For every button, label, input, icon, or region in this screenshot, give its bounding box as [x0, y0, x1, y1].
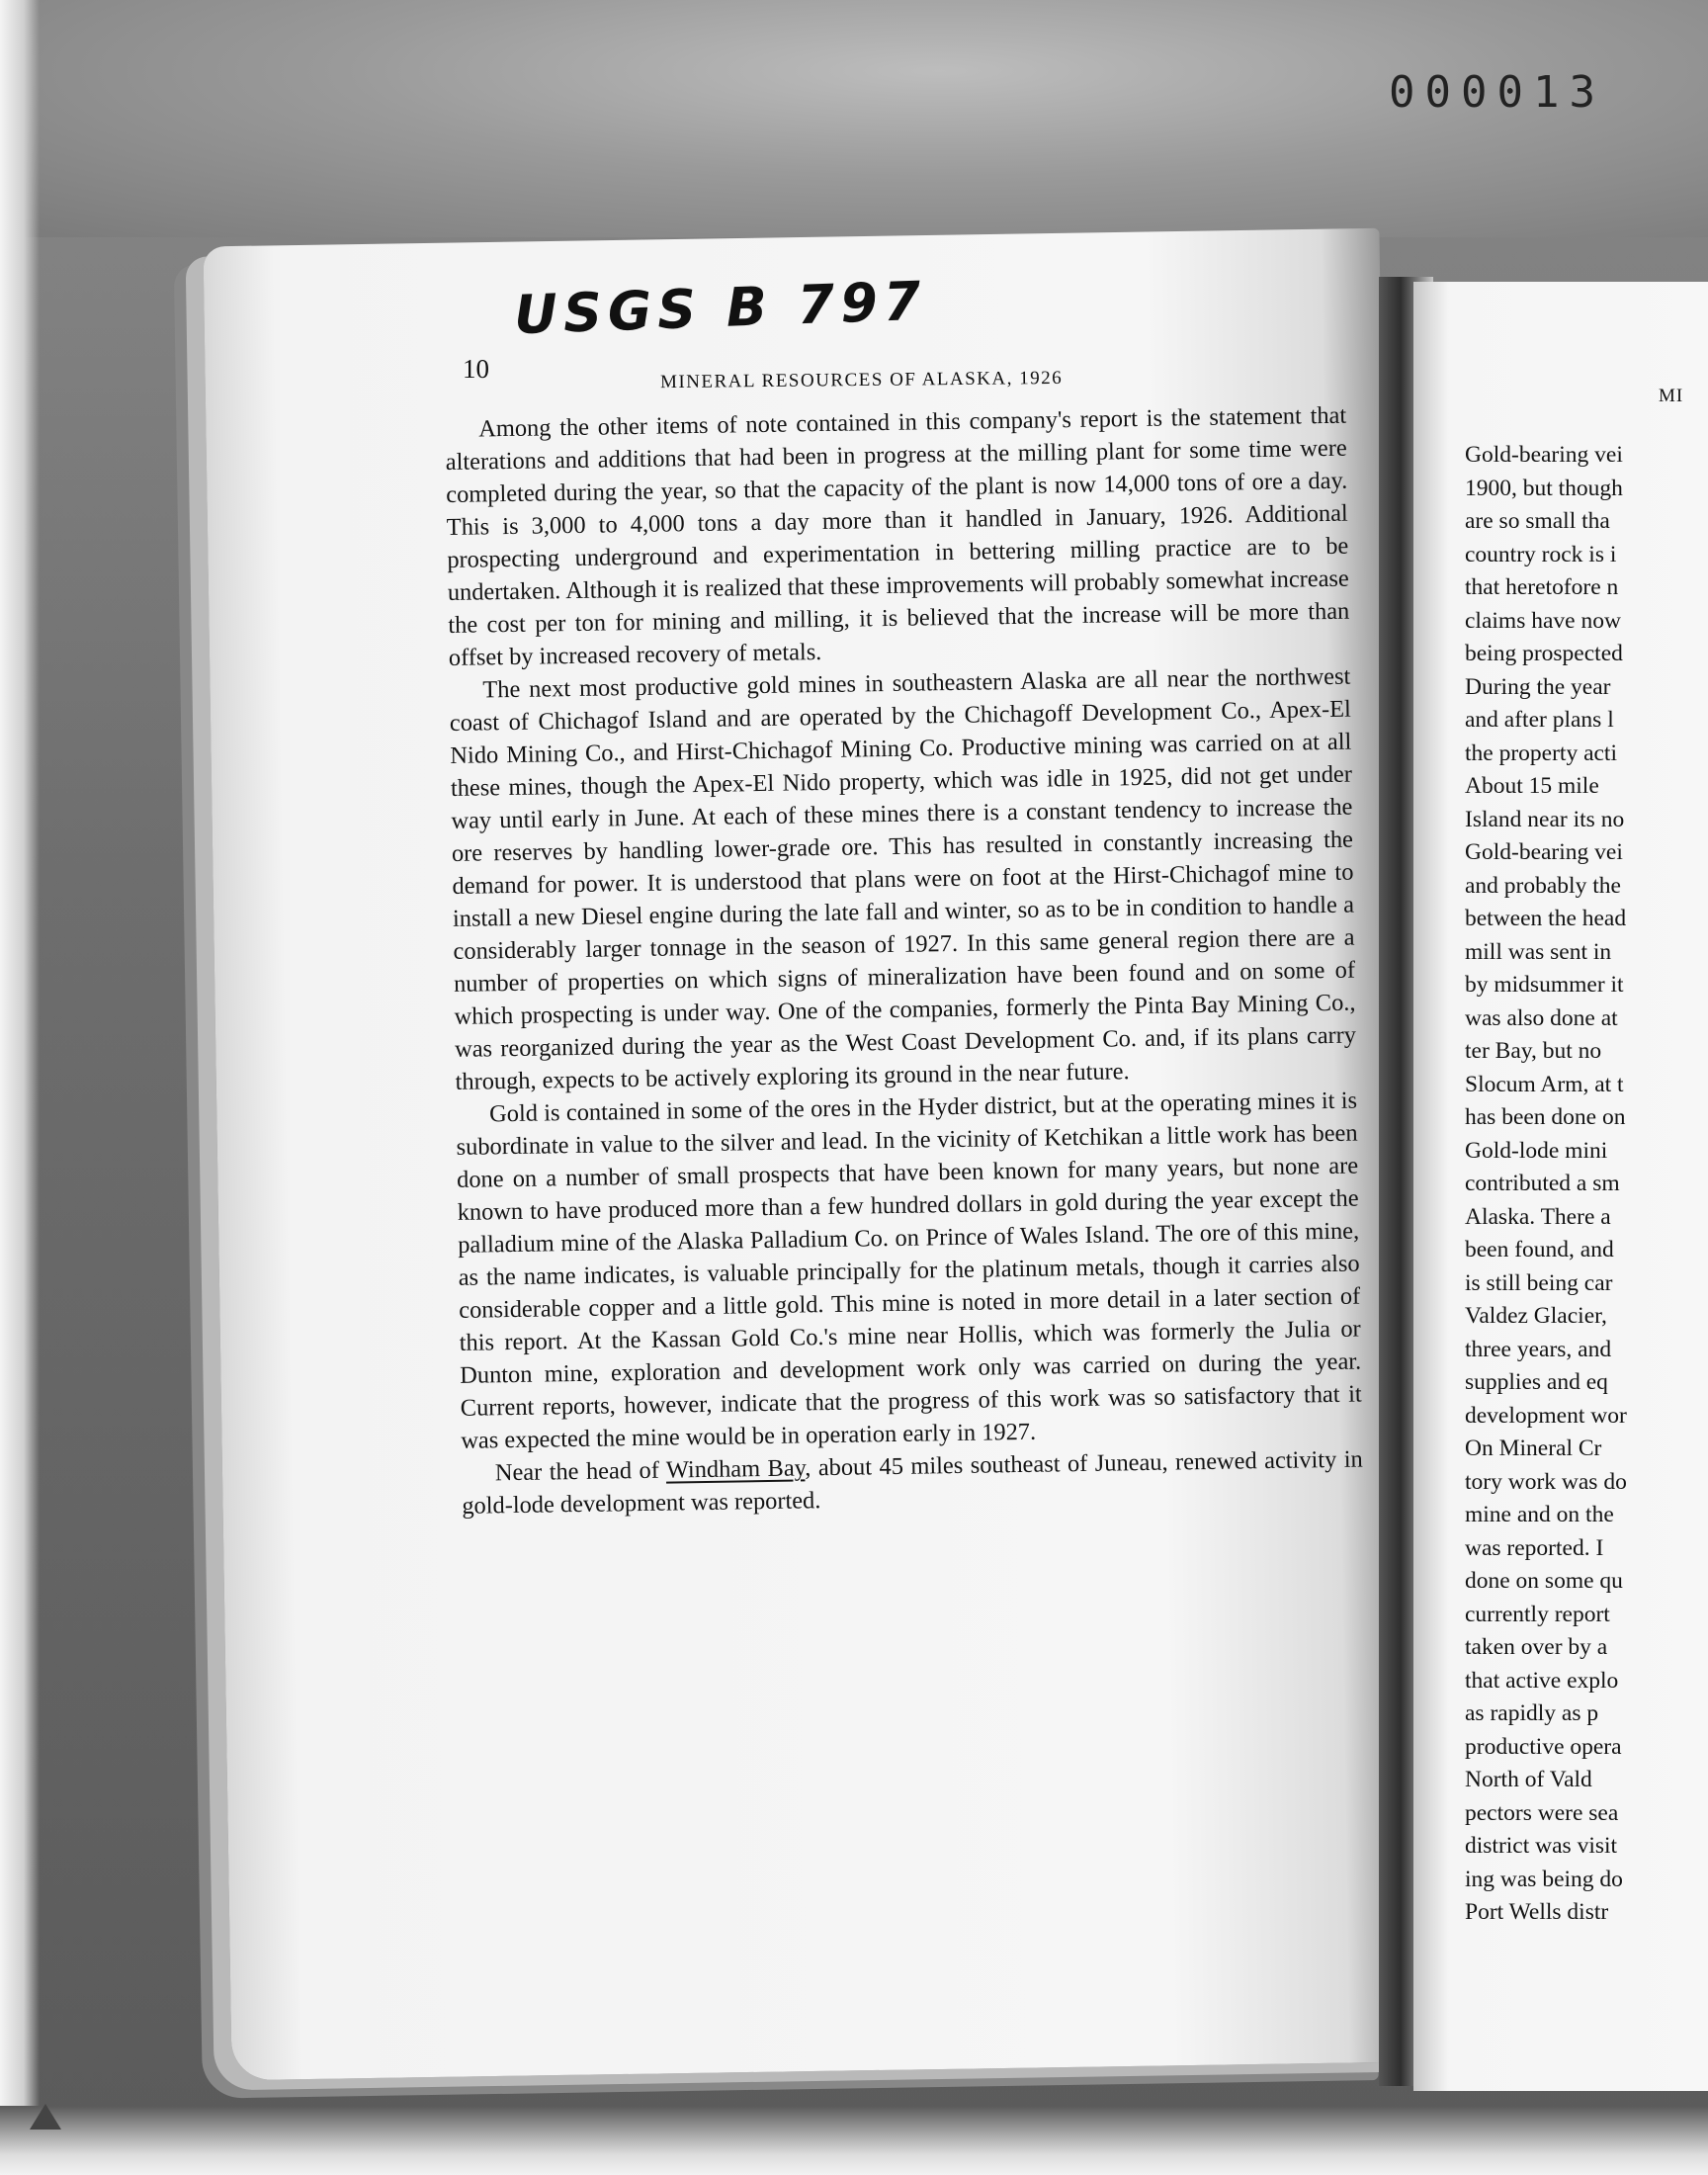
right-page-line: development wor: [1465, 1402, 1627, 1429]
right-page-line: pectors were sea: [1465, 1799, 1619, 1826]
paragraph: The next most productive gold mines in southeastern Alaska are all near the northwest coast of Chichagof Island and are operated by the Chichagoff Development Co., Apex-El Nido Mining Co., and Hirst-Chichagof Mining Co. Productive mining was carried on at all these mines, though the Apex-El Nido property, which was idle in 1925, did not get under way until early in June. At each of these mines there is a constant tendency to increase the ore reserves by handling lower-grade ore. This has resulted in constantly increasing the demand for power. It is understood that plans were on foot at the Hirst-Chichagof mine to install a new Diesel engine during the late fall and winter, so as to be in condition to handle a considerably larger tonnage in the season of 1927. In this same general region there are a number of properties on which signs of mineralization have been found and on some of which prospecting is under way. One of the companies, formerly the Pinta Bay Mining Co., was reorganized during the year as the West Coast Development Co. and, if its plans carry through, expects to be actively exploring its ground in the near future.: [449, 662, 1357, 1095]
right-page-line: and after plans l: [1465, 707, 1614, 733]
scan-background-top: [0, 0, 1708, 237]
right-page-line: ing was being do: [1465, 1866, 1623, 1892]
right-page-line: as rapidly as p: [1465, 1700, 1599, 1726]
scan-corner-mark: [30, 2104, 61, 2130]
right-page-line: by midsummer it: [1465, 972, 1624, 998]
right-page-line: mill was sent in: [1465, 938, 1612, 965]
right-page-line: Alaska. There a: [1465, 1203, 1611, 1230]
left-page-body: [445, 399, 1370, 1956]
paragraph-text: , about 45 miles southeast of Juneau, renewed activity in gold-lode development was reported.: [462, 1445, 1363, 1520]
right-page-line: is still being car: [1465, 1269, 1613, 1296]
right-page-line: done on some qu: [1465, 1568, 1623, 1594]
running-head: MINERAL RESOURCES OF ALASKA, 1926: [659, 367, 1064, 393]
right-page-line: and probably the: [1465, 872, 1621, 899]
right-page-line: 1900, but though: [1465, 475, 1623, 501]
right-page-line: are so small tha: [1465, 508, 1610, 534]
paragraph: Gold is contained in some of the ores in the Hyder district, but at the operating mines it is subordinate in value to the silver and lead. In the vicinity of Ketchikan a little work has been done on a number of small prospects that have been known for many years, but none are known to have produced more than a few hundred dollars in gold during the year except the palladium mine of the Alaska Palladium Co. on Prince of Wales Island. The ore of this mine, as the name indicates, is valuable principally for the platinum metals, though it carries also considerable copper and a little gold. This mine is noted in more detail in a later section of this report. At the Kassan Gold Co.'s mine near Hollis, which was formerly the Julia or Dunton mine, exploration and development work only was carried on during the year. Current reports, however, indicate that the progress of this work was so satisfactory that it was expected the mine would be in operation early in 1927.: [456, 1087, 1362, 1454]
right-page-line: Port Wells distr: [1465, 1899, 1609, 1925]
right-page-line: Gold-lode mini: [1465, 1137, 1608, 1164]
page-number: 10: [463, 354, 489, 384]
right-page-line: claims have now: [1465, 607, 1621, 634]
right-page-line: North of Vald: [1465, 1767, 1592, 1792]
right-page-line: Valdez Glacier,: [1465, 1303, 1607, 1329]
paragraph-last: [462, 1443, 1364, 1522]
right-page-line: ter Bay, but no: [1465, 1038, 1602, 1064]
right-page-line: that heretofore n: [1465, 574, 1619, 600]
right-page-line: Slocum Arm, at t: [1465, 1071, 1624, 1097]
right-page-line: currently report: [1465, 1601, 1610, 1627]
right-page-line: Gold-bearing vei: [1465, 442, 1623, 468]
right-page-line: On Mineral Cr: [1465, 1436, 1602, 1461]
right-page-line: the property acti: [1465, 740, 1617, 766]
right-page-line: Island near its no: [1465, 806, 1625, 832]
right-page-line: About 15 mile: [1465, 773, 1599, 799]
right-page-line: was reported. I: [1465, 1534, 1604, 1561]
scan-edge-left: [0, 0, 40, 2175]
right-page-line: During the year: [1465, 673, 1611, 700]
right-page-line: three years, and: [1465, 1336, 1612, 1362]
handwritten-note: USGS B 797: [513, 269, 928, 347]
right-page-line: has been done on: [1465, 1104, 1626, 1130]
right-page-line: been found, and: [1465, 1237, 1614, 1262]
right-page-line: contributed a sm: [1465, 1171, 1620, 1196]
paragraph: Among the other items of note contained in this company's report is the statement that alterations and additions that had been in progress at the milling plant for some time were completed during the year, so that the capacity of the plant is now 14,000 tons of ore a day. This is 3,000 to 4,000 tons a day more than it handled in January, 1926. Additional prospecting underground and experimentation in bettering milling practice are to be undertaken. Although it is realized that these improvements will probably somewhat increase the cost per ton for mining and milling, it is believed that the increase will be more than offset by increased recovery of metals.: [445, 401, 1350, 671]
right-page-line: between the head: [1465, 906, 1627, 931]
right-page-line: being prospected: [1465, 641, 1623, 666]
archive-stamp-number: 000013: [1389, 67, 1605, 118]
right-page-line: taken over by a: [1465, 1634, 1608, 1660]
right-page-line: productive opera: [1465, 1733, 1622, 1760]
right-page-text: [1465, 439, 1708, 1930]
right-page-line: tory work was do: [1465, 1468, 1627, 1495]
right-page-line: mine and on the: [1465, 1502, 1614, 1527]
right-page-line: Gold-bearing vei: [1465, 839, 1623, 865]
right-page-line: country rock is i: [1465, 541, 1617, 567]
right-page-line: was also done at: [1465, 1004, 1618, 1031]
underlined-place-name: Windham Bay: [665, 1454, 806, 1484]
right-running-head: MI: [1659, 386, 1684, 406]
right-page-line: supplies and eq: [1465, 1369, 1608, 1395]
right-page-line: district was visit: [1465, 1833, 1618, 1859]
paragraph-text: Near the head of: [494, 1456, 667, 1487]
scan-background-bottom: [0, 2106, 1708, 2175]
right-page-line: that active explo: [1465, 1667, 1619, 1694]
